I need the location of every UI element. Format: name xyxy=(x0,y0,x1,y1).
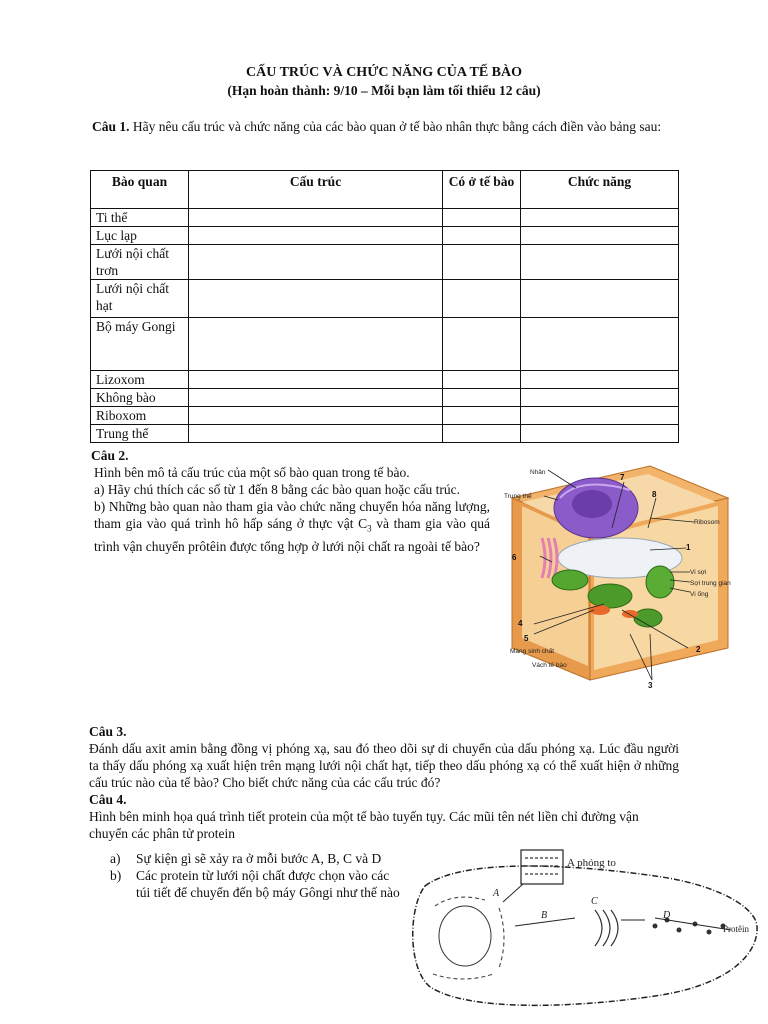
chloroplast xyxy=(646,566,674,598)
item-key: b) xyxy=(110,868,122,883)
question-1 xyxy=(92,118,692,135)
number-4: 4 xyxy=(518,619,523,628)
number-6: 6 xyxy=(512,553,517,562)
organelle-name: Riboxom xyxy=(91,407,189,425)
function-cell[interactable] xyxy=(521,209,679,227)
table-row xyxy=(91,209,679,227)
chloroplast xyxy=(552,570,588,590)
table-row xyxy=(91,371,679,389)
organelle-name: Lưới nội chất hạt xyxy=(91,280,189,318)
question-2-part-b-text: b) Những bào quan nào tham gia vào chức năng chuyển hóa năng lượng, tham gia vào quá trình hô hấp sáng ở thực vật C xyxy=(94,499,490,531)
present-cell[interactable] xyxy=(443,371,521,389)
chloroplast xyxy=(634,609,662,627)
number-1: 1 xyxy=(686,543,691,552)
label-soi-trung-gian: Sợi trung gian xyxy=(690,580,731,587)
function-cell[interactable] xyxy=(521,318,679,371)
present-cell[interactable] xyxy=(443,425,521,443)
question-2-intro: Hình bên mô tả cấu trúc của một số bào quan trong tế bào. xyxy=(94,465,410,480)
label-vi-ong: Vi ống xyxy=(690,591,709,598)
question-2-subscript: 3 xyxy=(367,523,372,534)
present-cell[interactable] xyxy=(443,407,521,425)
number-5: 5 xyxy=(524,634,529,643)
organelle-name: Trung thể xyxy=(91,425,189,443)
list-item xyxy=(110,867,400,901)
step-b: B xyxy=(541,910,548,921)
structure-cell[interactable] xyxy=(189,318,443,371)
cell-outline xyxy=(413,866,757,1005)
number-3: 3 xyxy=(648,681,653,690)
plant-cell-figure xyxy=(500,458,750,694)
nucleus xyxy=(439,906,491,966)
item-text: Sự kiện gì sẽ xảy ra ở mỗi bước A, B, C và D xyxy=(136,851,382,866)
present-cell[interactable] xyxy=(443,245,521,280)
secretory-cell-figure xyxy=(405,846,765,1016)
list-item xyxy=(110,850,400,867)
item-text: Các protein từ lưới nội chất được chọn vào các túi tiết để chuyển đến bộ máy Gôngi như thế nào xyxy=(136,868,400,900)
item-key: a) xyxy=(110,851,121,866)
structure-cell[interactable] xyxy=(189,245,443,280)
function-cell[interactable] xyxy=(521,245,679,280)
function-cell[interactable] xyxy=(521,280,679,318)
label-vi-soi: Vi sợi xyxy=(690,569,707,576)
rough-er xyxy=(433,897,504,979)
question-1-text: Hãy nêu cấu trúc và chức năng của các bào quan ở tế bào nhân thực bằng cách điền vào bảng sau: xyxy=(132,119,662,134)
question-2-part-b-text-end: và tham gia vào quá trình vận chuyển prôtêin được tổng hợp ở lưới nội chất ra ngoài tế bào? xyxy=(94,516,491,554)
organelle-name: Không bào xyxy=(91,389,189,407)
structure-cell[interactable] xyxy=(189,209,443,227)
header-function: Chức năng xyxy=(521,171,679,209)
question-4-text: Hình bên minh họa quá trình tiết protein của một tế bào tuyến tụy. Các mũi tên nét liền chỉ đường vận chuyển các phân tử protein xyxy=(89,809,639,841)
structure-cell[interactable] xyxy=(189,371,443,389)
header-structure: Cấu trúc xyxy=(189,171,443,209)
organelle-table xyxy=(90,170,679,443)
nucleolus xyxy=(572,490,612,518)
table-row xyxy=(91,425,679,443)
table-row xyxy=(91,227,679,245)
table-row xyxy=(91,245,679,280)
present-cell[interactable] xyxy=(443,389,521,407)
organelle-name: Lưới nội chất trơn xyxy=(91,245,189,280)
present-cell[interactable] xyxy=(443,318,521,371)
label-phong-to: A phóng to xyxy=(567,857,616,869)
question-1-label: Câu 1. xyxy=(92,119,130,134)
header-present-in-cell: Có ở tế bào xyxy=(443,171,521,209)
structure-cell[interactable] xyxy=(189,227,443,245)
function-cell[interactable] xyxy=(521,227,679,245)
label-trung-the: Trung thể xyxy=(504,493,532,500)
table-row xyxy=(91,389,679,407)
label-protein: Protêin xyxy=(723,924,749,934)
organelle-name: Ti thể xyxy=(91,209,189,227)
present-cell[interactable] xyxy=(443,209,521,227)
structure-cell[interactable] xyxy=(189,389,443,407)
present-cell[interactable] xyxy=(443,280,521,318)
label-nhan: Nhân xyxy=(530,469,546,476)
table-row xyxy=(91,407,679,425)
document-subtitle: (Hạn hoàn thành: 9/10 – Mỗi bạn làm tối thiểu 12 câu) xyxy=(227,83,541,98)
question-2-part-a: a) Hãy chú thích các số từ 1 đến 8 bằng các bào quan hoặc cấu trúc. xyxy=(94,482,461,497)
organelle-name: Lục lạp xyxy=(91,227,189,245)
function-cell[interactable] xyxy=(521,425,679,443)
table-header-row xyxy=(91,171,679,209)
question-2-body xyxy=(94,464,490,555)
function-cell[interactable] xyxy=(521,389,679,407)
number-2: 2 xyxy=(696,645,701,654)
step-d: D xyxy=(663,910,671,921)
present-cell[interactable] xyxy=(443,227,521,245)
questions-3-4 xyxy=(89,723,679,842)
step-c: C xyxy=(591,896,598,907)
question-2-part-b xyxy=(94,498,490,555)
question-3-text: Đánh dấu axit amin bằng đồng vị phóng xạ, sau đó theo dõi sự di chuyển của dấu phóng xạ. Lúc đầu người ta thấy dấu phóng xạ xuất hiện trên mạng lưới nội chất hạt, tiếp theo dấu phóng xạ có thể xuất hiện ở những cấu trúc nào của tế bào? Cho biết chức năng của các cấu trúc đó? xyxy=(89,741,679,790)
step-a: A xyxy=(493,888,500,899)
table-row xyxy=(91,318,679,371)
number-7: 7 xyxy=(620,473,625,482)
chloroplast xyxy=(588,584,632,608)
golgi xyxy=(595,910,618,946)
question-2-label: Câu 2. xyxy=(91,448,129,463)
question-3-label: Câu 3. xyxy=(89,724,127,739)
document-title: CẤU TRÚC VÀ CHỨC NĂNG CỦA TẾ BÀO xyxy=(245,65,522,80)
function-cell[interactable] xyxy=(521,371,679,389)
organelle-name: Bộ máy Gongi xyxy=(91,318,189,371)
structure-cell[interactable] xyxy=(189,407,443,425)
header-organelle: Bào quan xyxy=(91,171,189,209)
label-ribosom: Ribosom xyxy=(694,519,720,526)
number-8: 8 xyxy=(652,490,657,499)
function-cell[interactable] xyxy=(521,407,679,425)
organelle-name: Lizoxom xyxy=(91,371,189,389)
question-4-items xyxy=(110,850,400,901)
structure-cell[interactable] xyxy=(189,280,443,318)
structure-cell[interactable] xyxy=(189,425,443,443)
label-vach-te-bao: Vách tế bào xyxy=(532,662,567,669)
question-4-label: Câu 4. xyxy=(89,792,127,807)
table-row xyxy=(91,280,679,318)
label-mang-sinh-chat: Màng sinh chất xyxy=(510,648,555,655)
